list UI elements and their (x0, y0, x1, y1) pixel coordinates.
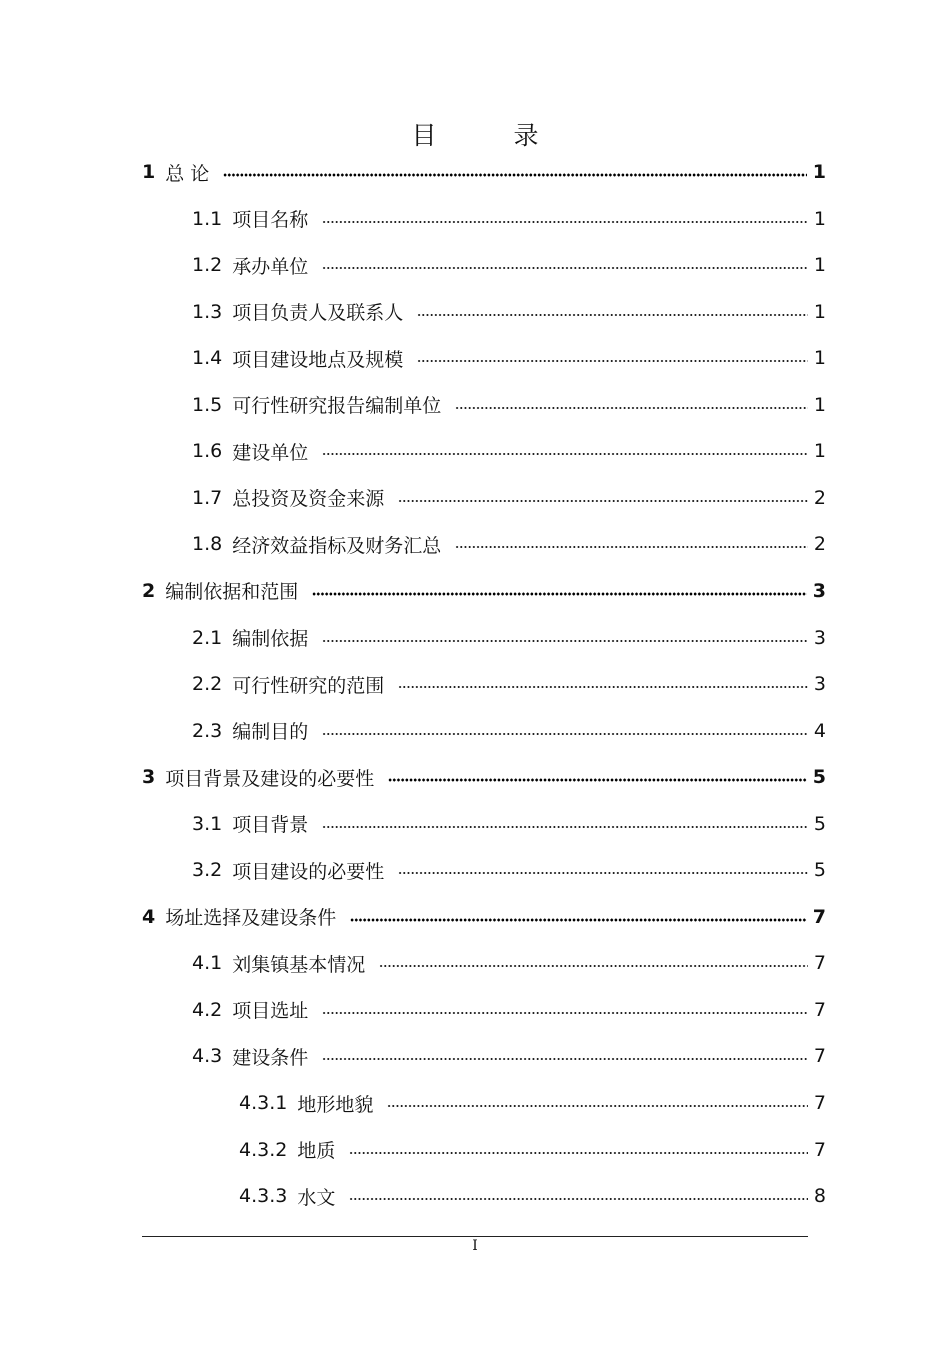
toc-entry-number: 4.2 (192, 998, 223, 1021)
toc-entry[interactable] (192, 809, 826, 839)
toc-entry-title: 编制依据和范围 (165, 581, 299, 604)
toc-entry-title: 可行性研究报告编制单位 (232, 395, 442, 418)
toc-entry[interactable] (192, 948, 826, 978)
toc-dot-leader (388, 777, 807, 783)
toc-entry-title: 项目建设的必要性 (232, 860, 385, 883)
toc-entry-title: 水文 (297, 1186, 336, 1209)
toc-entry-number: 1.3 (192, 300, 223, 323)
toc-entry-number: 4 (142, 905, 156, 928)
toc-entry-page: 7 (812, 905, 826, 928)
toc-entry-title: 刘集镇基本情况 (232, 953, 366, 976)
toc-entry[interactable] (192, 204, 826, 234)
toc-dot-leader (398, 498, 808, 504)
toc-entry-number: 4.3.3 (239, 1185, 288, 1208)
toc-entry[interactable] (192, 623, 826, 653)
toc-dot-leader (322, 1010, 808, 1016)
toc-entry-title: 总 论 (165, 162, 210, 185)
toc-dot-leader (417, 358, 808, 364)
toc-entry-page: 1 (813, 207, 826, 230)
toc-entry[interactable] (192, 483, 826, 513)
toc-entry-number: 2.1 (192, 626, 223, 649)
toc-dot-leader (350, 917, 807, 923)
toc-entry-number: 1.2 (192, 254, 223, 277)
toc-dot-leader (379, 963, 808, 969)
toc-entry-number: 2 (142, 579, 156, 602)
toc-entry-title: 项目建设地点及规模 (232, 348, 404, 371)
toc-entry-number: 4.3.1 (239, 1092, 288, 1114)
toc-dot-leader (349, 1196, 808, 1202)
toc-entry[interactable] (239, 1135, 826, 1165)
footer-divider (142, 1236, 808, 1237)
toc-entry-number: 1.5 (192, 393, 223, 416)
toc-entry-title: 地质 (297, 1140, 336, 1163)
toc-entry-number: 1 (142, 161, 156, 183)
toc-entry-title: 项目背景及建设的必要性 (165, 767, 375, 790)
toc-dot-leader (398, 870, 808, 876)
toc-dot-leader (455, 405, 808, 411)
toc-entry-number: 1.7 (192, 486, 223, 509)
toc-entry[interactable] (192, 716, 826, 746)
toc-entry-page: 3 (813, 673, 826, 696)
toc-entry-page: 7 (813, 998, 826, 1021)
toc-dot-leader (322, 731, 808, 737)
toc-entry[interactable] (142, 576, 826, 606)
toc-entry-number: 1.6 (192, 440, 223, 463)
toc-entry-title: 可行性研究的范围 (232, 674, 385, 697)
toc-entry-number: 1.1 (192, 207, 223, 230)
toc-entry[interactable] (192, 250, 826, 280)
toc-entry-page: 7 (813, 1138, 826, 1161)
toc-dot-leader (322, 824, 808, 830)
toc-entry-number: 3.1 (192, 812, 223, 835)
toc-entry-page: 7 (813, 1045, 826, 1068)
toc-dot-leader (223, 172, 806, 178)
toc-entry[interactable] (192, 436, 826, 466)
toc-entry[interactable] (239, 1181, 826, 1211)
toc-dot-leader (322, 219, 808, 225)
toc-entry-page: 4 (813, 719, 826, 742)
toc-dot-leader (322, 1056, 808, 1062)
toc-entry-page: 7 (813, 952, 826, 975)
toc-entry[interactable] (192, 529, 826, 559)
toc-entry-title: 项目名称 (232, 209, 309, 232)
toc-entry[interactable] (192, 855, 826, 885)
toc-entry[interactable] (192, 669, 826, 699)
toc-entry[interactable] (192, 1041, 826, 1071)
toc-entry-page: 3 (813, 626, 826, 649)
toc-entry-page: 1 (813, 393, 826, 416)
toc-entry-number: 2.2 (192, 673, 223, 696)
toc-dot-leader (312, 591, 807, 597)
toc-entry-number: 4.3.2 (239, 1138, 288, 1161)
toc-entry-title: 项目负责人及联系人 (232, 302, 404, 325)
toc-entry-title: 场址选择及建设条件 (165, 907, 337, 930)
toc-entry-title: 建设条件 (232, 1046, 309, 1069)
toc-entry-number: 4.1 (192, 952, 223, 975)
toc-entry-title: 承办单位 (232, 255, 309, 278)
toc-entry-title: 经济效益指标及财务汇总 (232, 534, 442, 557)
toc-entry-title: 建设单位 (232, 441, 309, 464)
toc-dot-leader (322, 265, 808, 271)
toc-entry[interactable] (192, 390, 826, 420)
toc-entry-page: 1 (812, 161, 826, 183)
toc-entry[interactable] (142, 902, 826, 932)
toc-dot-leader (455, 544, 808, 550)
toc-entry-title: 项目选址 (232, 1000, 309, 1023)
toc-entry-title: 编制目的 (232, 721, 309, 744)
toc-entry-page: 8 (813, 1185, 826, 1208)
toc-entry[interactable] (192, 297, 826, 327)
toc-dot-leader (322, 638, 808, 644)
toc-entry[interactable] (239, 1088, 826, 1118)
toc-entry-number: 1.8 (192, 533, 223, 556)
toc-entry-page: 2 (813, 486, 826, 509)
toc-entry-number: 4.3 (192, 1045, 223, 1068)
toc-entry-page: 1 (813, 254, 826, 277)
footer-page-number: I (472, 1238, 478, 1254)
toc-dot-leader (387, 1103, 808, 1109)
toc-entry[interactable] (142, 157, 826, 187)
toc-dot-leader (398, 684, 808, 690)
toc-entry-page: 7 (813, 1092, 826, 1114)
toc-dot-leader (322, 451, 808, 457)
toc-entry[interactable] (142, 762, 826, 792)
toc-dot-leader (349, 1150, 808, 1156)
toc-entry[interactable] (192, 995, 826, 1025)
toc-entry[interactable] (192, 343, 826, 373)
toc-title: 目 录 (411, 121, 565, 150)
toc-entry-page: 2 (813, 533, 826, 556)
toc-entry-page: 1 (813, 347, 826, 370)
toc-entry-number: 1.4 (192, 347, 223, 370)
toc-entry-page: 3 (812, 579, 826, 602)
toc-entry-title: 编制依据 (232, 628, 309, 650)
toc-dot-leader (417, 312, 808, 318)
toc-entry-page: 5 (812, 766, 826, 789)
toc-entry-title: 地形地貌 (297, 1093, 374, 1116)
toc-entry-title: 总投资及资金来源 (232, 488, 385, 511)
toc-entry-number: 3 (142, 766, 156, 789)
toc-entry-page: 1 (813, 300, 826, 323)
toc-entry-title: 项目背景 (232, 814, 309, 837)
toc-entry-page: 5 (813, 859, 826, 882)
toc-entry-page: 5 (813, 812, 826, 835)
toc-entry-number: 3.2 (192, 859, 223, 882)
toc-entry-number: 2.3 (192, 719, 223, 742)
toc-entry-page: 1 (813, 440, 826, 463)
